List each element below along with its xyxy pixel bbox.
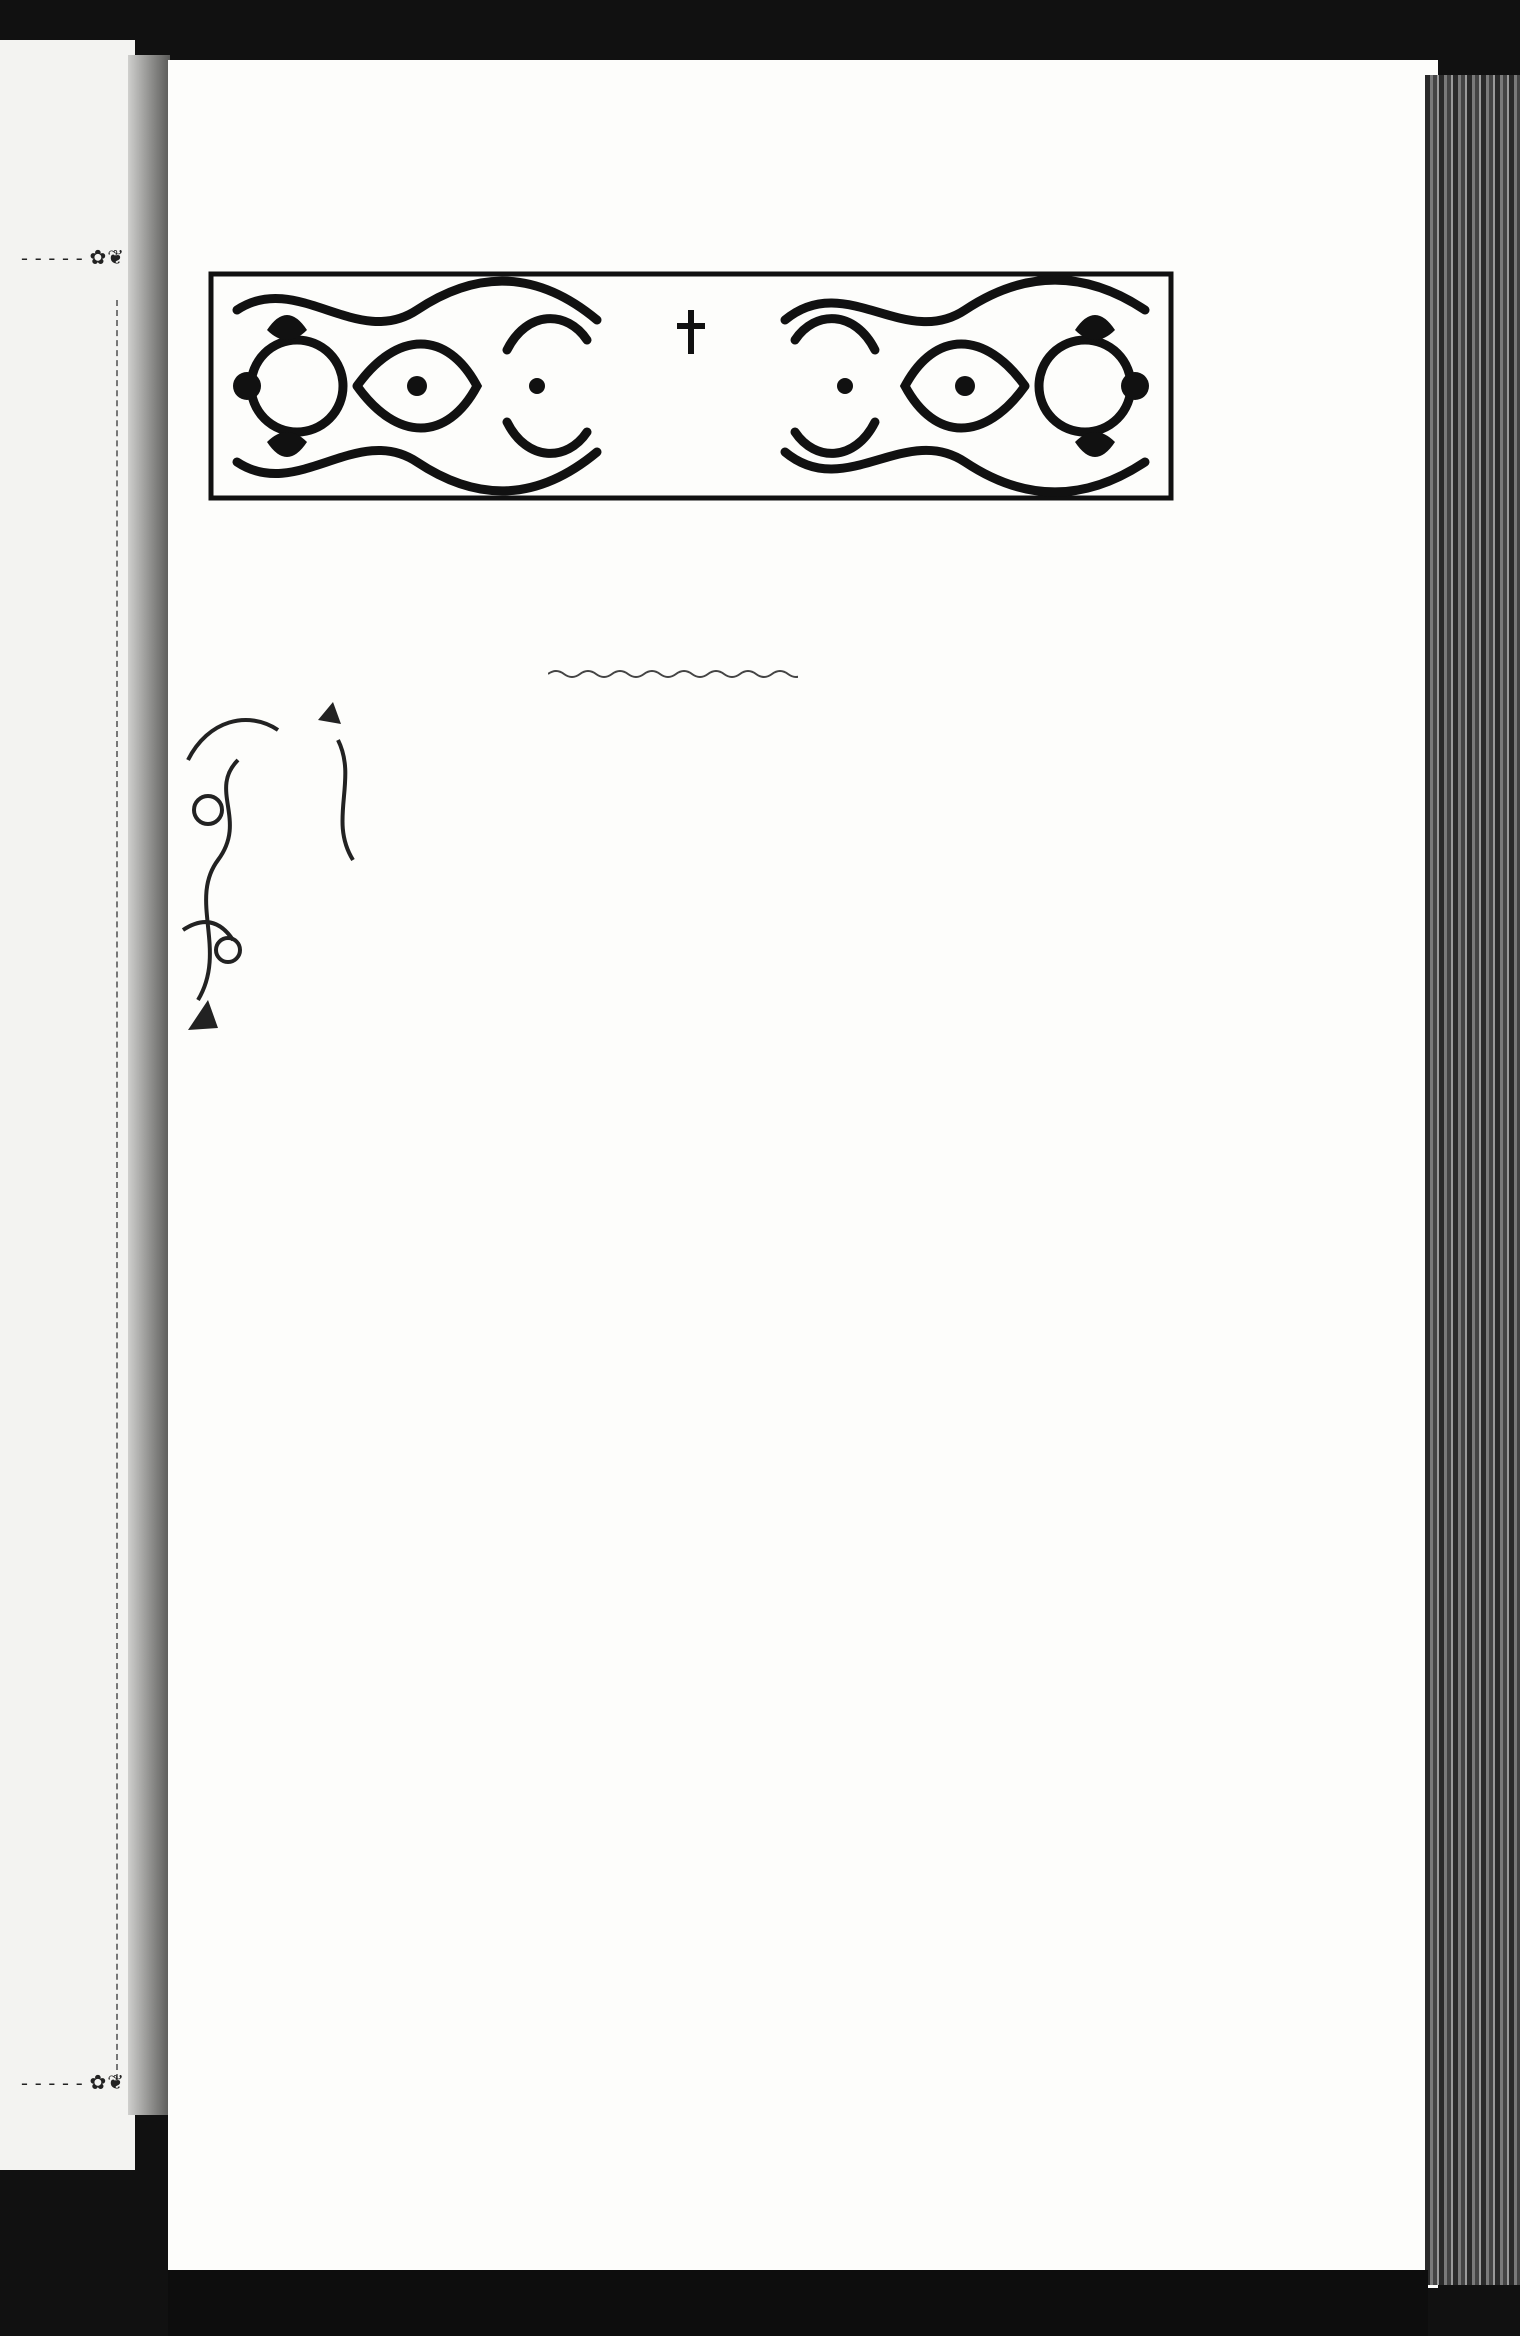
left-border-rule <box>116 300 118 2080</box>
title-flourish <box>548 668 798 680</box>
decorated-drop-initial <box>168 700 378 1040</box>
bottom-shadow <box>168 2270 1428 2336</box>
book-gutter <box>128 55 170 2115</box>
previous-page-fragment <box>0 40 135 2170</box>
ornamental-headpiece <box>207 270 1175 502</box>
book-page-edges <box>1425 75 1520 2285</box>
left-ornament-bottom: - - - - - ✿❦ <box>21 2072 125 2092</box>
left-ornament-top: - - - - - ✿❦ <box>21 247 125 267</box>
